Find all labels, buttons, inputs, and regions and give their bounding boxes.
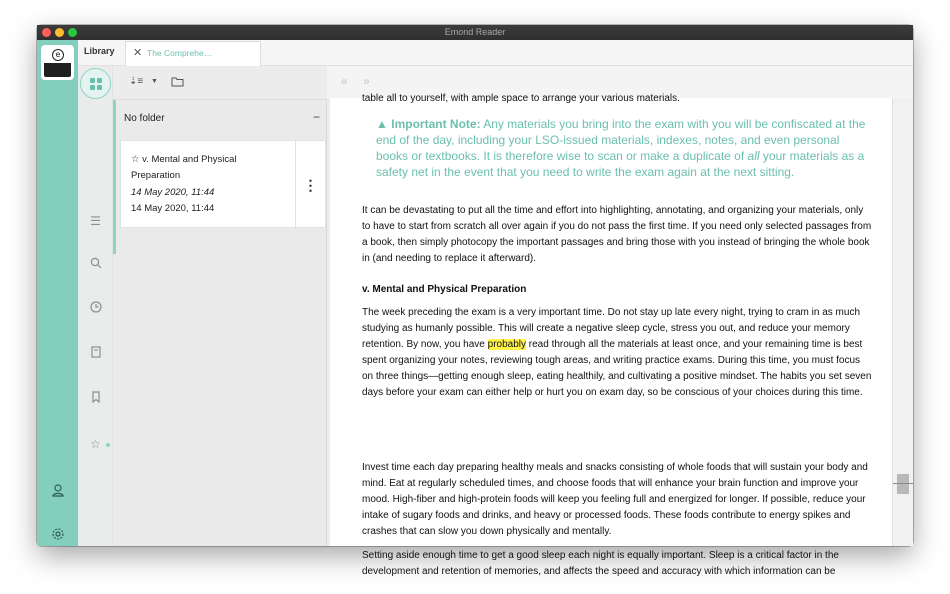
important-note-text-end: your materials as a safety net in the event that you need to write the exam again at the next sitting.	[376, 149, 865, 179]
tab-bar	[78, 40, 913, 66]
favourites-star-icon[interactable]: ☆	[90, 437, 101, 451]
title-bar	[37, 25, 913, 40]
reader-page	[330, 93, 892, 577]
active-indicator-dot	[106, 443, 110, 447]
sort-icon[interactable]: ⇣≡	[129, 76, 144, 87]
folder-icon[interactable]	[171, 76, 184, 90]
search-icon[interactable]	[87, 257, 104, 274]
book-title: ☆ v. Mental and Physical Preparation	[131, 154, 237, 181]
highlighted-word[interactable]: probably	[487, 339, 526, 350]
folder-header[interactable]	[113, 100, 325, 140]
sort-dropdown-icon[interactable]: ▼	[151, 78, 158, 85]
paragraph-3: Invest time each day preparing healthy meals and snacks consisting of whole foods that will sustain your body and mind. Eat at regularly scheduled times, and choose foods that will enhance your brain function and improve your mood. High-fiber and high-protein foods will keep you feeling full and energized for longer. If possible, reduce your intake of sugary foods and drinks, and heavy or processed foods. These foods contribute to energy spikes and crashes that can slow you down physically and mentally.	[362, 462, 868, 537]
folder-name: No folder	[124, 113, 165, 124]
history-clock-icon[interactable]	[87, 301, 104, 318]
app-logo[interactable]	[41, 45, 74, 80]
previous-page-icon[interactable]: «	[341, 74, 348, 88]
scrollbar-thumb[interactable]	[897, 474, 909, 494]
reader-scrollbar[interactable]	[892, 98, 913, 546]
book-list-item[interactable]	[113, 140, 325, 254]
tab-library[interactable]: Library	[84, 46, 115, 56]
book-date-modified: 14 May 2020, 11:44	[131, 187, 215, 198]
user-icon[interactable]	[51, 483, 65, 497]
table-of-contents-icon[interactable]: ☰	[90, 214, 101, 228]
tab-book[interactable]	[125, 41, 261, 66]
important-note-label: Important Note:	[391, 117, 481, 131]
book-date-created: 14 May 2020, 11:44	[131, 203, 215, 214]
book-options-menu-icon[interactable]: ⋮	[295, 141, 325, 229]
section-heading: v. Mental and Physical Preparation	[362, 284, 527, 295]
important-note-italic: all	[747, 149, 760, 163]
library-icon-column	[78, 66, 113, 546]
tab-book-label: The Comprehe…	[147, 48, 213, 58]
grid-view-button[interactable]	[80, 68, 111, 99]
paragraph-1: It can be devastating to put all the time and effort into highlighting, annotating, and organizing your materials, only to have to start from scratch all over again if you do not pass the first time. If you need only selected passages from a book, then simply photocopy the important passages and bring those with you instead of bringing the whole book in (and needing to replace it afterward).	[362, 205, 872, 264]
left-sidebar	[37, 40, 78, 546]
list-toolbar	[113, 66, 327, 100]
paragraph-cut-top: table all to yourself, with ample space to arrange your various materials.	[362, 93, 680, 104]
bookmark-icon[interactable]	[87, 391, 104, 408]
important-note	[376, 116, 872, 180]
paragraph-4: Setting aside enough time to get a good sleep each night is equally important. Sleep is a critical factor in the development and retention of memories, and affects the speed and accuracy with which information can be	[362, 550, 839, 577]
collapse-folder-button[interactable]: −	[312, 110, 320, 124]
reader-pane	[327, 66, 913, 577]
logo-e-icon: e	[52, 49, 64, 61]
paragraph-2: The week preceding the exam is a very important time. Do not stay up late every night, trying to cram in as much studying as humanly possible. This will create a negative sleep cycle, stress you out, and reduce your memory retention. By now, you have probably read through all the materials at least once, and your remaining time is best spent organizing your notes, reviewing tough areas, and writing practice exams. During this time, you must focus on three things—getting enough sleep, eating healthily, and cultivating a positive mindset. The habits you set seven days before your exam can either help or hurt you on exam day, so be conscious of your choices during this time.	[362, 307, 872, 398]
window-title: Emond Reader	[444, 27, 506, 37]
important-note-text: Any materials you bring into the exam with you will be confiscated at the end of the day, including your LSO-issued materials, indexes, notes, and even personal books or textbooks. It is therefore wise to scan or make a duplicate of	[376, 117, 866, 163]
book-list-panel	[113, 66, 327, 546]
next-page-icon[interactable]: »	[363, 74, 370, 88]
app-window	[37, 25, 913, 577]
warning-icon: ▲	[376, 117, 388, 131]
notes-icon[interactable]	[87, 346, 104, 363]
settings-gear-icon[interactable]	[51, 527, 65, 541]
close-tab-icon[interactable]: ✕	[133, 47, 143, 59]
